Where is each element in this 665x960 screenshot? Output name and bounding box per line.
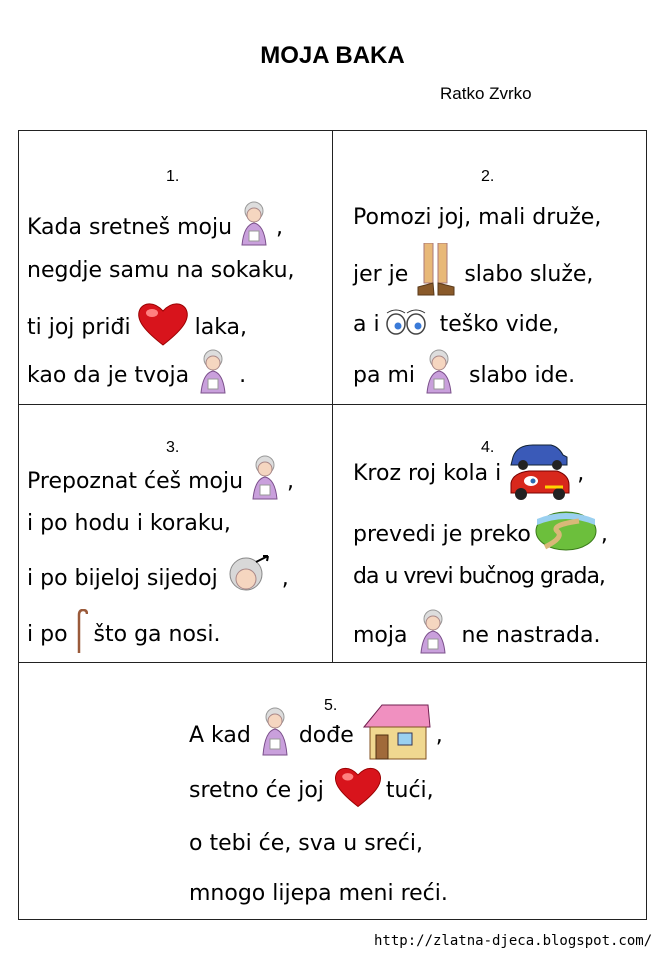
line-text: Kada sretneš moju: [27, 214, 233, 240]
divider: [332, 131, 333, 662]
stanza-line: [27, 258, 295, 283]
stanza-line: [353, 564, 605, 589]
line-text: ,: [276, 214, 284, 240]
line-text: da u vrevi bučnog grada,: [353, 564, 605, 589]
line-text: A kad: [189, 722, 251, 748]
line-text: slabo ide.: [468, 362, 576, 388]
stanza-line: [353, 511, 608, 557]
poem-title: MOJA BAKA: [260, 42, 405, 69]
line-text: teško vide,: [439, 311, 560, 337]
divider: [19, 404, 646, 405]
line-text: laka,: [194, 314, 248, 340]
legs-icon: [414, 243, 458, 305]
line-text: pa mi: [353, 362, 415, 388]
line-text: moja: [353, 622, 408, 648]
line-text: a i: [353, 311, 380, 337]
line-text: kao da je tvoja: [27, 362, 190, 388]
line-text: ,: [287, 468, 295, 494]
line-text: prevedi je preko: [353, 521, 531, 547]
grandma-hair-icon: [226, 554, 272, 602]
grandma-icon: [236, 201, 272, 253]
line-text: sretno će joj: [189, 777, 324, 803]
stanza-line: [353, 349, 575, 401]
stanza-line: [27, 554, 289, 602]
poem-author: Ratko Zvrko: [440, 84, 532, 103]
line-text: tući,: [385, 777, 434, 803]
car-icon: [507, 439, 573, 507]
stanza-line: [353, 609, 600, 661]
stanza-line: [189, 701, 443, 769]
line-text: ,: [577, 460, 585, 486]
stanza-line: [189, 831, 423, 856]
line-text: ,: [435, 722, 443, 748]
line-text: i po bijeloj sijedoj: [27, 565, 218, 591]
stanza-number: 5.: [324, 697, 338, 714]
house-icon: [360, 701, 432, 769]
line-text: i po hodu i koraku,: [27, 511, 231, 536]
line-text: dođe: [298, 722, 354, 748]
stanza-line: [353, 243, 593, 305]
line-text: o tebi će, sva u sreći,: [189, 831, 423, 856]
stanza-line: [353, 306, 559, 342]
heart-icon: [135, 299, 191, 355]
stanza-line: [353, 205, 601, 230]
source-url: http://zlatna-djeca.blogspot.com/: [374, 933, 653, 949]
line-text: slabo služe,: [464, 261, 594, 287]
line-text: Kroz roj kola i: [353, 460, 502, 486]
line-text: .: [239, 362, 247, 388]
line-text: i po: [27, 621, 68, 647]
line-text: ti joj priđi: [27, 314, 131, 340]
stanza-line: [27, 201, 283, 253]
heart-icon: [332, 763, 384, 817]
grandma-icon: [421, 349, 457, 401]
stanza-line: [189, 881, 448, 906]
grandma-icon: [257, 707, 293, 763]
road-icon: [535, 511, 597, 557]
stanza-line: [353, 439, 584, 507]
divider: [19, 662, 646, 663]
line-text: ,: [281, 565, 289, 591]
grandma-icon: [195, 349, 231, 401]
stanza-line: [27, 455, 294, 507]
stanza-line: [27, 609, 220, 659]
stanza-line: [27, 299, 247, 355]
line-text: ne nastrada.: [461, 622, 601, 648]
grandma-icon: [247, 455, 283, 507]
stanza-number: 4.: [481, 439, 495, 456]
line-text: što ga nosi.: [93, 621, 221, 647]
stanza-grid: [18, 130, 647, 920]
line-text: Prepoznat ćeš moju: [27, 468, 244, 494]
stanza-line: [27, 511, 231, 536]
stanza-number: 2.: [481, 168, 495, 185]
line-text: jer je: [353, 261, 409, 287]
stanza-number: 1.: [166, 168, 180, 185]
cane-icon: [76, 609, 88, 659]
eyes-icon: [384, 306, 428, 342]
stanza-number: 3.: [166, 439, 180, 456]
stanza-line: [189, 763, 434, 817]
grandma-icon: [415, 609, 451, 661]
line-text: ,: [600, 521, 608, 547]
line-text: negdje samu na sokaku,: [27, 258, 295, 283]
line-text: Pomozi joj, mali druže,: [353, 205, 602, 230]
stanza-line: [27, 349, 246, 401]
line-text: mnogo lijepa meni reći.: [189, 881, 448, 906]
